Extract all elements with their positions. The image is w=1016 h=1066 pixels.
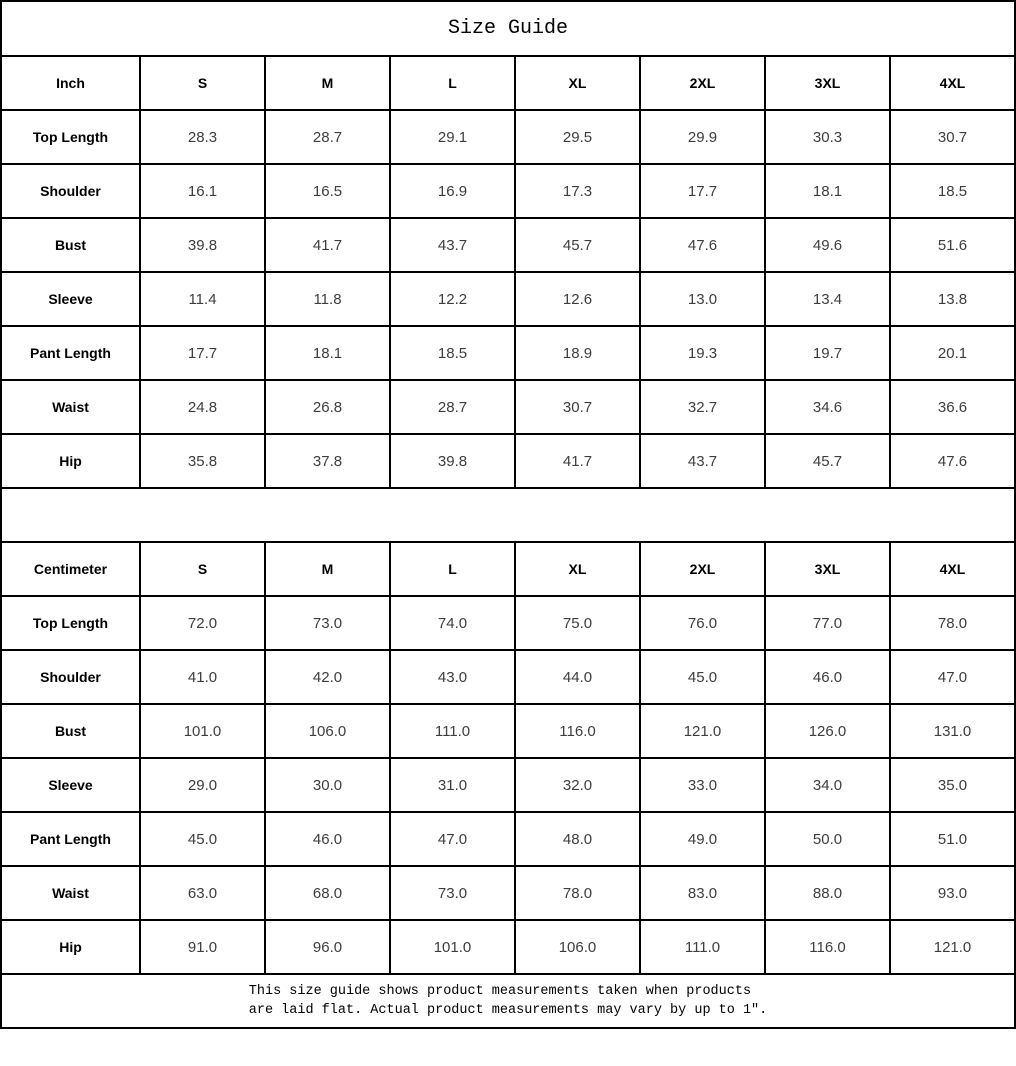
measurement-value: 19.3 [640, 326, 765, 380]
measurement-value: 35.0 [890, 758, 1015, 812]
measurement-value: 32.7 [640, 380, 765, 434]
measurement-value: 47.0 [390, 812, 515, 866]
spacer-row [1, 488, 1015, 542]
measurement-value: 34.0 [765, 758, 890, 812]
measurement-value: 17.7 [140, 326, 265, 380]
measurement-value: 121.0 [640, 704, 765, 758]
row-label: Hip [1, 434, 140, 488]
measurement-value: 18.9 [515, 326, 640, 380]
measurement-value: 30.7 [515, 380, 640, 434]
measurement-row [1, 704, 1015, 758]
measurement-value: 51.6 [890, 218, 1015, 272]
row-label: Pant Length [1, 326, 140, 380]
measurement-value: 106.0 [265, 704, 390, 758]
measurement-value: 18.1 [265, 326, 390, 380]
measurement-row [1, 218, 1015, 272]
measurement-value: 111.0 [640, 920, 765, 974]
measurement-value: 78.0 [890, 596, 1015, 650]
measurement-value: 29.5 [515, 110, 640, 164]
measurement-value: 131.0 [890, 704, 1015, 758]
measurement-row [1, 758, 1015, 812]
measurement-value: 13.4 [765, 272, 890, 326]
measurement-value: 45.7 [765, 434, 890, 488]
unit-header: Centimeter [1, 542, 140, 596]
size-header-2xl: 2XL [640, 56, 765, 110]
size-header-s: S [140, 542, 265, 596]
measurement-value: 26.8 [265, 380, 390, 434]
size-header-2xl: 2XL [640, 542, 765, 596]
row-label: Sleeve [1, 758, 140, 812]
measurement-value: 43.7 [640, 434, 765, 488]
measurement-value: 17.7 [640, 164, 765, 218]
measurement-value: 111.0 [390, 704, 515, 758]
footer-note-line-1: This size guide shows product measurements taken when products [248, 984, 752, 999]
measurement-value: 11.4 [140, 272, 265, 326]
row-label: Waist [1, 380, 140, 434]
measurement-value: 17.3 [515, 164, 640, 218]
measurement-row [1, 596, 1015, 650]
measurement-value: 36.6 [890, 380, 1015, 434]
measurement-value: 126.0 [765, 704, 890, 758]
measurement-value: 41.7 [265, 218, 390, 272]
title-row [1, 1, 1015, 56]
measurement-value: 28.3 [140, 110, 265, 164]
page-title: Size Guide [1, 1, 1015, 56]
measurement-row [1, 326, 1015, 380]
size-header-m: M [265, 542, 390, 596]
measurement-row [1, 110, 1015, 164]
measurement-value: 45.0 [640, 650, 765, 704]
measurement-value: 45.0 [140, 812, 265, 866]
measurement-value: 49.6 [765, 218, 890, 272]
measurement-value: 24.8 [140, 380, 265, 434]
measurement-value: 33.0 [640, 758, 765, 812]
measurement-value: 101.0 [140, 704, 265, 758]
measurement-row [1, 866, 1015, 920]
measurement-value: 18.1 [765, 164, 890, 218]
measurement-value: 12.6 [515, 272, 640, 326]
measurement-value: 20.1 [890, 326, 1015, 380]
measurement-value: 47.6 [640, 218, 765, 272]
measurement-value: 35.8 [140, 434, 265, 488]
measurement-value: 76.0 [640, 596, 765, 650]
row-label: Top Length [1, 596, 140, 650]
inch-table-section [1, 56, 1015, 488]
measurement-value: 46.0 [265, 812, 390, 866]
size-header-3xl: 3XL [765, 56, 890, 110]
measurement-value: 43.7 [390, 218, 515, 272]
size-header-xl: XL [515, 56, 640, 110]
measurement-value: 13.8 [890, 272, 1015, 326]
footer-cell [1, 974, 1015, 1028]
footer-note [249, 982, 767, 1020]
size-header-row [1, 56, 1015, 110]
measurement-value: 88.0 [765, 866, 890, 920]
measurement-row [1, 920, 1015, 974]
measurement-value: 72.0 [140, 596, 265, 650]
footer-row [1, 974, 1015, 1028]
measurement-value: 12.2 [390, 272, 515, 326]
measurement-value: 74.0 [390, 596, 515, 650]
size-header-l: L [390, 542, 515, 596]
measurement-value: 49.0 [640, 812, 765, 866]
measurement-row [1, 164, 1015, 218]
measurement-value: 16.9 [390, 164, 515, 218]
measurement-value: 116.0 [515, 704, 640, 758]
measurement-value: 75.0 [515, 596, 640, 650]
spacer-section [1, 488, 1015, 542]
unit-header: Inch [1, 56, 140, 110]
measurement-value: 116.0 [765, 920, 890, 974]
table-spacer [1, 488, 1015, 542]
measurement-value: 19.7 [765, 326, 890, 380]
row-label: Waist [1, 866, 140, 920]
measurement-value: 106.0 [515, 920, 640, 974]
size-header-3xl: 3XL [765, 542, 890, 596]
row-label: Bust [1, 218, 140, 272]
measurement-row [1, 434, 1015, 488]
measurement-value: 11.8 [265, 272, 390, 326]
row-label: Top Length [1, 110, 140, 164]
measurement-value: 42.0 [265, 650, 390, 704]
footer-section [1, 974, 1015, 1028]
measurement-value: 47.6 [890, 434, 1015, 488]
measurement-value: 32.0 [515, 758, 640, 812]
measurement-value: 43.0 [390, 650, 515, 704]
measurement-value: 78.0 [515, 866, 640, 920]
row-label: Shoulder [1, 650, 140, 704]
measurement-value: 101.0 [390, 920, 515, 974]
measurement-value: 39.8 [390, 434, 515, 488]
measurement-value: 30.3 [765, 110, 890, 164]
size-header-row [1, 542, 1015, 596]
size-header-xl: XL [515, 542, 640, 596]
measurement-value: 29.0 [140, 758, 265, 812]
measurement-value: 73.0 [265, 596, 390, 650]
measurement-value: 34.6 [765, 380, 890, 434]
measurement-value: 28.7 [265, 110, 390, 164]
measurement-value: 30.7 [890, 110, 1015, 164]
measurement-value: 41.7 [515, 434, 640, 488]
size-header-4xl: 4XL [890, 542, 1015, 596]
measurement-value: 68.0 [265, 866, 390, 920]
measurement-value: 39.8 [140, 218, 265, 272]
measurement-value: 73.0 [390, 866, 515, 920]
measurement-value: 18.5 [390, 326, 515, 380]
measurement-value: 13.0 [640, 272, 765, 326]
measurement-value: 16.1 [140, 164, 265, 218]
measurement-value: 28.7 [390, 380, 515, 434]
measurement-value: 41.0 [140, 650, 265, 704]
row-label: Pant Length [1, 812, 140, 866]
measurement-value: 50.0 [765, 812, 890, 866]
row-label: Hip [1, 920, 140, 974]
measurement-value: 18.5 [890, 164, 1015, 218]
measurement-value: 48.0 [515, 812, 640, 866]
size-header-s: S [140, 56, 265, 110]
measurement-value: 46.0 [765, 650, 890, 704]
size-header-l: L [390, 56, 515, 110]
measurement-value: 93.0 [890, 866, 1015, 920]
measurement-value: 47.0 [890, 650, 1015, 704]
title-section [1, 1, 1015, 56]
measurement-value: 30.0 [265, 758, 390, 812]
measurement-value: 77.0 [765, 596, 890, 650]
measurement-value: 16.5 [265, 164, 390, 218]
measurement-value: 45.7 [515, 218, 640, 272]
measurement-row [1, 272, 1015, 326]
size-header-m: M [265, 56, 390, 110]
measurement-value: 91.0 [140, 920, 265, 974]
measurement-value: 51.0 [890, 812, 1015, 866]
measurement-value: 31.0 [390, 758, 515, 812]
measurement-value: 29.1 [390, 110, 515, 164]
measurement-row [1, 650, 1015, 704]
row-label: Shoulder [1, 164, 140, 218]
row-label: Bust [1, 704, 140, 758]
measurement-value: 44.0 [515, 650, 640, 704]
measurement-value: 121.0 [890, 920, 1015, 974]
measurement-value: 83.0 [640, 866, 765, 920]
row-label: Sleeve [1, 272, 140, 326]
measurement-value: 29.9 [640, 110, 765, 164]
measurement-value: 37.8 [265, 434, 390, 488]
size-header-4xl: 4XL [890, 56, 1015, 110]
measurement-row [1, 380, 1015, 434]
measurement-row [1, 812, 1015, 866]
measurement-value: 96.0 [265, 920, 390, 974]
measurement-value: 63.0 [140, 866, 265, 920]
footer-note-line-2: are laid flat. Actual product measurements may vary by up to 1″. [248, 1003, 768, 1018]
centimeter-table-section [1, 542, 1015, 974]
